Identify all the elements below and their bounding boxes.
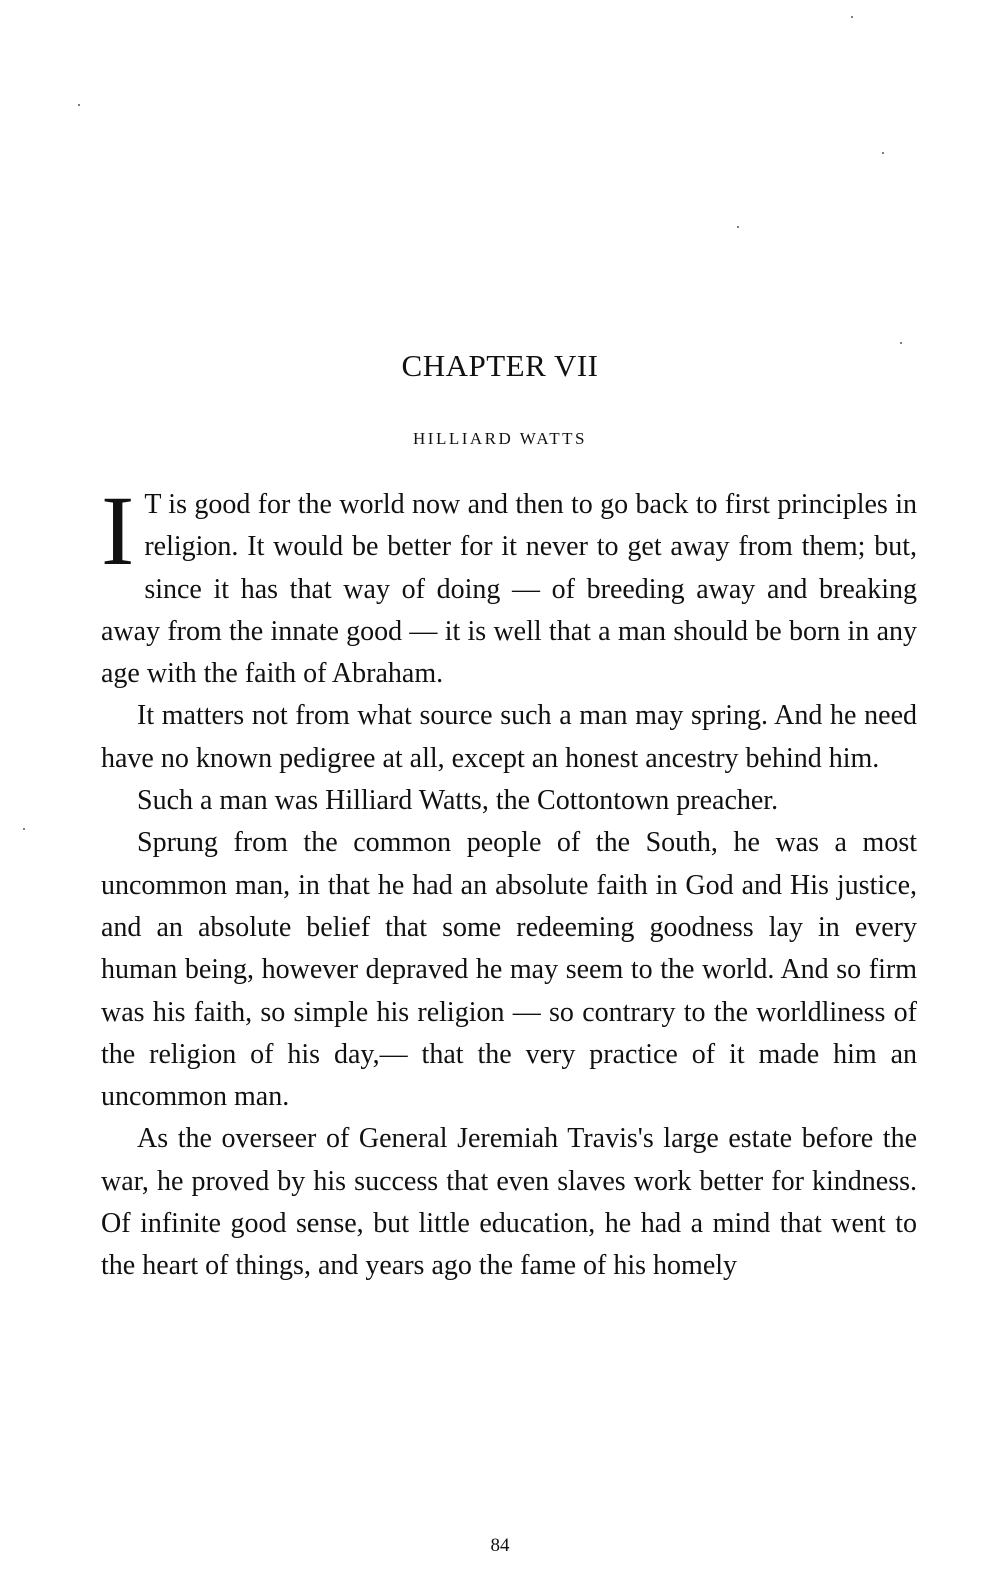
paragraph-3: Such a man was Hilliard Watts, the Cottontown preacher. xyxy=(137,785,779,817)
paragraph-4: Sprung from the common people of the South, he was a most uncommon man, in that he had an absolute faith in God and His justice, and an absolute belief that some redeeming goodness lay in every human being, however depraved he may seem to the world. And so firm was his faith, so simple his religion — so contrary to the worldliness of the religion of his day,— that the very practice of it made him an uncommon man. xyxy=(101,827,917,1113)
drop-cap: I xyxy=(101,475,135,586)
paper-speck xyxy=(900,342,902,344)
page-number: 84 xyxy=(490,1535,510,1556)
chapter-title: CHAPTER VII xyxy=(401,348,599,383)
chapter-subtitle: HILLIARD WATTS xyxy=(413,429,587,448)
paper-speck xyxy=(737,226,739,228)
paragraph-1-text: T is good for the world now and then to go back to first principles in religion. It would be better for it never to get away from them; but, since it has that way of doing — of breeding away and breaking away from the innate good — it is well that a man should be born in any age with the faith of Abraham. xyxy=(101,489,917,690)
chapter-body xyxy=(101,475,917,1288)
paragraph-2: It matters not from what source such a man may spring. And he need have no known pedigree at all, except an honest ancestry behind him. xyxy=(101,700,917,774)
paper-speck xyxy=(78,104,80,106)
paper-speck xyxy=(851,16,853,18)
paper-speck xyxy=(882,152,884,154)
paragraph-1 xyxy=(101,475,917,695)
paragraph-5: As the overseer of General Jeremiah Travis's large estate before the war, he proved by his success that even slaves work better for kindness. Of infinite good sense, but little education, he had a mind that went to the heart of things, and years ago the fame of his homely xyxy=(101,1123,917,1282)
paper-speck xyxy=(23,828,25,830)
